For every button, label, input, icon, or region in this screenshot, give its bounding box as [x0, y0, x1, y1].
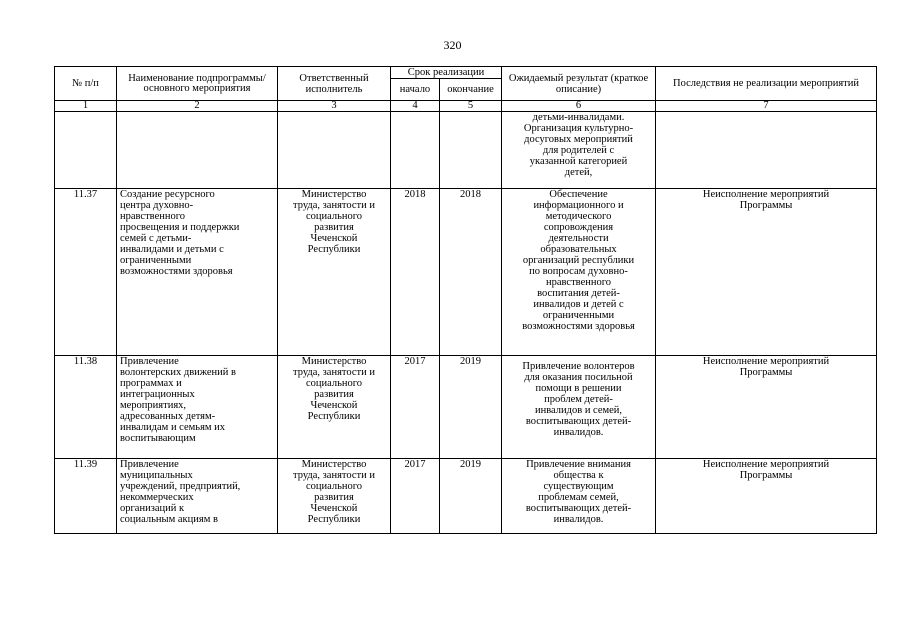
row-consequences: Неисполнение мероприятий Программы — [656, 459, 877, 534]
header-consequences: Последствия не реализации мероприятий — [656, 67, 877, 101]
row-executor: Министерство труда, занятости и социального развития Чеченской Республики — [278, 189, 391, 356]
table-row — [55, 112, 877, 189]
row-start: 2018 — [391, 189, 440, 356]
column-number: 4 — [391, 101, 440, 112]
row-num: 11.38 — [55, 356, 117, 459]
column-number: 3 — [278, 101, 391, 112]
column-number: 7 — [656, 101, 877, 112]
header-start: начало — [391, 79, 440, 101]
row-result: Привлечение внимания общества к существующим проблемам семей, воспитывающих детей- инвалидов. — [502, 459, 656, 534]
row-consequences — [656, 112, 877, 189]
row-name: Привлечение муниципальных учреждений, предприятий, некоммерческих организаций к социальным акциям в — [117, 459, 278, 534]
row-end: 2019 — [440, 356, 502, 459]
row-end: 2019 — [440, 459, 502, 534]
row-executor — [278, 112, 391, 189]
table-row — [55, 356, 877, 459]
row-consequences: Неисполнение мероприятий Программы — [656, 356, 877, 459]
program-activities-table — [54, 66, 877, 534]
column-number: 6 — [502, 101, 656, 112]
row-result: Обеспечение информационного и методического сопровождения деятельности образовательных организаций республики по вопросам духовно- нравственного воспитания детей- инвалидов и детей с ограниченными возможностями здоровья — [502, 189, 656, 356]
header-executor: Ответственный исполнитель — [278, 67, 391, 101]
row-start — [391, 112, 440, 189]
header-name: Наименование подпрограммы/ основного мероприятия — [117, 67, 278, 101]
column-number: 1 — [55, 101, 117, 112]
row-end — [440, 112, 502, 189]
column-number-row — [55, 101, 877, 112]
row-num — [55, 112, 117, 189]
table-row — [55, 189, 877, 356]
header-end: окончание — [440, 79, 502, 101]
row-num: 11.39 — [55, 459, 117, 534]
row-name — [117, 112, 278, 189]
page-number: 320 — [443, 38, 462, 52]
header-num: № п/п — [55, 67, 117, 101]
row-result: детьми-инвалидами. Организация культурно- досуговых мероприятий для родителей с указанной категорией детей, — [502, 112, 656, 189]
row-executor: Министерство труда, занятости и социального развития Чеченской Республики — [278, 459, 391, 534]
row-name: Привлечение волонтерских движений в программах и интеграционных мероприятиях, адресованных детям- инвалидам и семьям их воспитывающим — [117, 356, 278, 459]
row-start: 2017 — [391, 459, 440, 534]
column-number: 5 — [440, 101, 502, 112]
row-start: 2017 — [391, 356, 440, 459]
row-end: 2018 — [440, 189, 502, 356]
row-result: Привлечение волонтеров для оказания посильной помощи в решении проблем детей- инвалидов и семей, воспитывающих детей- инвалидов. — [502, 356, 656, 459]
row-executor: Министерство труда, занятости и социального развития Чеченской Республики — [278, 356, 391, 459]
header-result: Ожидаемый результат (краткое описание) — [502, 67, 656, 101]
row-name: Создание ресурсного центра духовно- нравственного просвещения и поддержки семей с детьми- инвалидами и детьми с ограниченными возможностями здоровья — [117, 189, 278, 356]
row-consequences: Неисполнение мероприятий Программы — [656, 189, 877, 356]
table-row — [55, 459, 877, 534]
column-number: 2 — [117, 101, 278, 112]
header-term: Срок реализации — [391, 67, 502, 79]
row-num: 11.37 — [55, 189, 117, 356]
